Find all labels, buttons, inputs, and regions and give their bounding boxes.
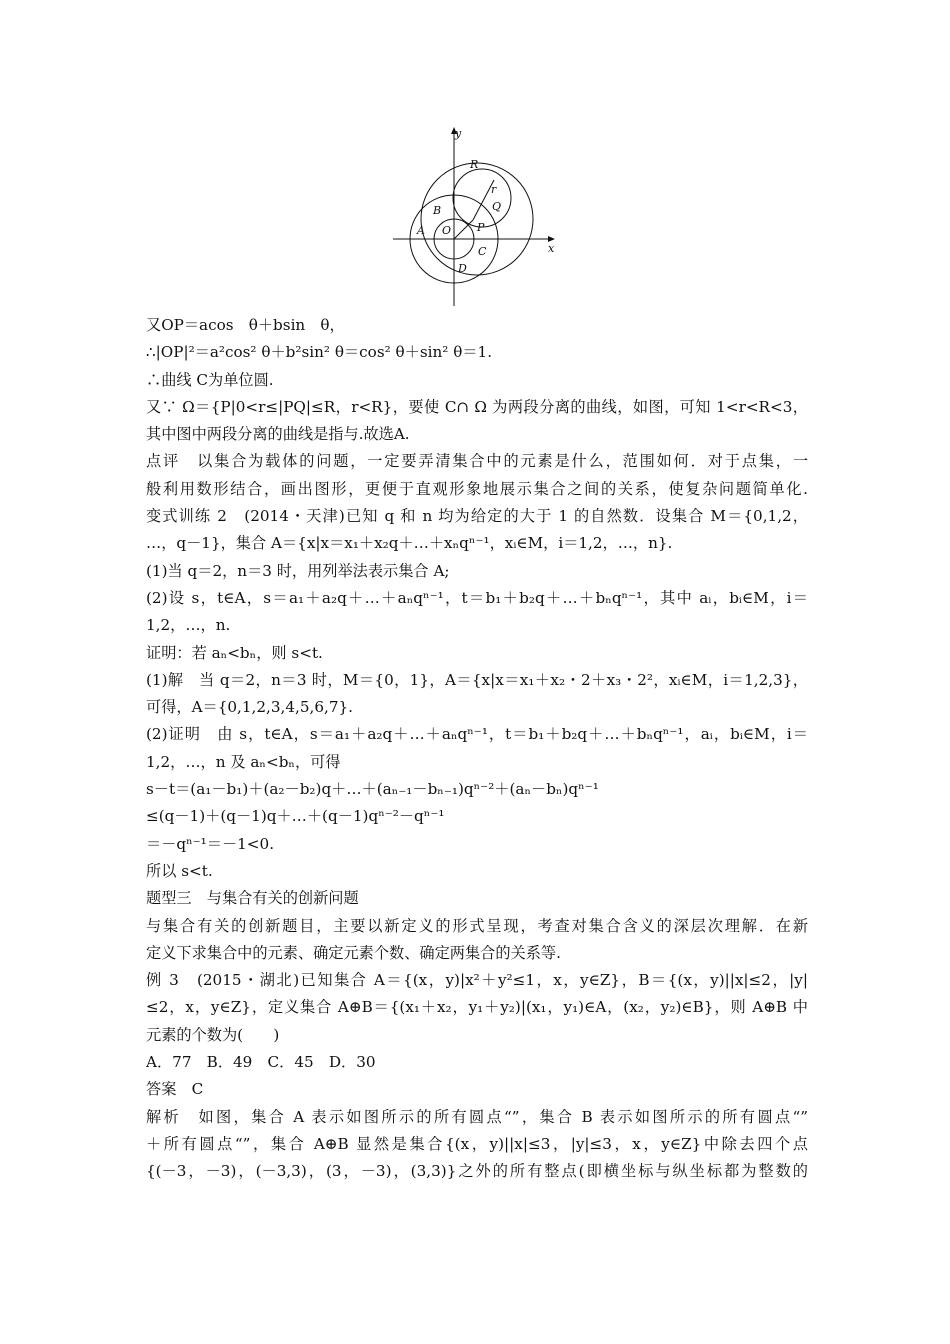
label-A: A [417, 224, 425, 237]
text-line: ＝－qⁿ⁻¹＝－1<0. [146, 834, 275, 853]
label-B: B [433, 204, 442, 217]
text-line: (2)证明 由 s，t∈A，s＝a₁＋a₂q＋…＋aₙqⁿ⁻¹，t＝b₁＋b₂q＋…＋bₙqⁿ⁻¹，aᵢ，bᵢ∈M，i＝ [146, 725, 808, 744]
label-P: P [477, 221, 485, 234]
text-line: …，q－1}，集合 A＝{x|x＝x₁＋x₂q＋…＋xₙqⁿ⁻¹，xᵢ∈M，i＝1,2，…，n}. [146, 534, 673, 553]
circles-figure [393, 124, 565, 306]
text-line: ＋所有圆点“”，集合 A⊕B 显然是集合{(x，y)||x|≤3，|y|≤3，x，y∈Z}中除去四个点 [146, 1134, 808, 1153]
circles-diagram [393, 124, 565, 306]
answer-line: 答案 C [146, 1080, 204, 1099]
label-R: R [470, 158, 479, 171]
text-line: 与集合有关的创新题目，主要以新定义的形式呈现，考查对集合含义的深层次理解．在新 [146, 916, 808, 935]
text-line: ≤(q－1)＋(q－1)q＋…＋(q－1)qⁿ⁻²－qⁿ⁻¹ [146, 807, 445, 826]
text-line: 例 3 (2015・湖北)已知集合 A＝{(x，y)|x²＋y²≤1，x，y∈Z}，B＝{(x，y)||x|≤2，|y| [146, 971, 808, 990]
text-line: 所以 s<t. [146, 861, 213, 880]
section-heading: 题型三 与集合有关的创新问题 [146, 889, 359, 908]
small-circle [453, 169, 511, 227]
text-line: (1)解 当 q＝2，n＝3 时，M＝{0，1}，A＝{x|x＝x₁＋x₂・2＋x₃・2²，xᵢ∈M，i＝1,2,3}， [146, 670, 808, 689]
text-line: 1,2，…，n 及 aₙ<bₙ，可得 [146, 752, 341, 771]
text-line: 可得，A＝{0,1,2,3,4,5,6,7}. [146, 698, 353, 717]
text-line: (2)设 s，t∈A，s＝a₁＋a₂q＋…＋aₙqⁿ⁻¹，t＝b₁＋b₂q＋…＋bₙqⁿ⁻¹，其中 aᵢ，bᵢ∈M，i＝ [146, 588, 808, 607]
text-line: ≤2，x，y∈Z}，定义集合 A⊕B＝{(x₁＋x₂，y₁＋y₂)|(x₁，y₁)∈A，(x₂，y₂)∈B}，则 A⊕B 中 [146, 998, 808, 1017]
text-line: 证明：若 aₙ<bₙ，则 s<t. [146, 643, 323, 662]
text-line: 1,2，…，n. [146, 616, 231, 635]
text-line: 元素的个数为( ) [146, 1025, 280, 1044]
text-line: 定义下求集合中的元素、确定元素个数、确定两集合的关系等. [146, 943, 561, 962]
large-circle [421, 163, 533, 275]
text-line: ∴|OP|²＝a²cos² θ＋b²sin² θ＝cos² θ＋sin² θ＝1. [146, 343, 493, 362]
label-y: y [455, 127, 462, 140]
label-r: r [491, 183, 497, 196]
text-line: {(－3，－3)，(－3,3)，(3，－3)，(3,3)}之外的所有整点(即横坐标与纵坐标都为整数的 [146, 1162, 808, 1181]
text-line: ∴曲线 C为单位圆. [146, 370, 274, 389]
text-line: 又∵ Ω＝{P|0<r≤|PQ|≤R，r<R}，要使 C∩ Ω 为两段分离的曲线，如图，可知 1<r<R<3， [146, 397, 808, 416]
label-D: D [458, 262, 467, 275]
segment-op [454, 220, 473, 239]
text-line: 变式训练 2 (2014・天津)已知 q 和 n 均为给定的大于 1 的自然数．设集合 M＝{0,1,2， [146, 507, 808, 526]
text-line: 又OP＝acos θ＋bsin θ， [146, 316, 345, 334]
label-x: x [548, 242, 555, 255]
text-line: 解析 如图，集合 A 表示如图所示的所有圆点“”，集合 B 表示如图所示的所有圆点“” [146, 1107, 808, 1126]
text-line: s－t＝(a₁－b₁)＋(a₂－b₂)q＋…＋(aₙ₋₁－bₙ₋₁)qⁿ⁻²＋(aₙ－bₙ)qⁿ⁻¹ [146, 780, 599, 799]
text-line: (1)当 q＝2，n＝3 时，用列举法表示集合 A; [146, 561, 450, 580]
body-text [146, 312, 808, 1186]
text-line: 其中图中两段分离的曲线是指与.故选A. [146, 425, 410, 444]
label-O: O [442, 224, 452, 237]
label-C: C [478, 245, 487, 258]
text-line: 般利用数形结合，画出图形，更便于直观形象地展示集合之间的关系，使复杂问题简单化. [146, 479, 808, 498]
label-Q: Q [492, 200, 502, 213]
text-line: 点评 以集合为载体的问题，一定要弄清集合中的元素是什么，范围如何．对于点集，一 [146, 452, 808, 471]
answer-options: A．77 B．49 C．45 D．30 [146, 1053, 376, 1072]
